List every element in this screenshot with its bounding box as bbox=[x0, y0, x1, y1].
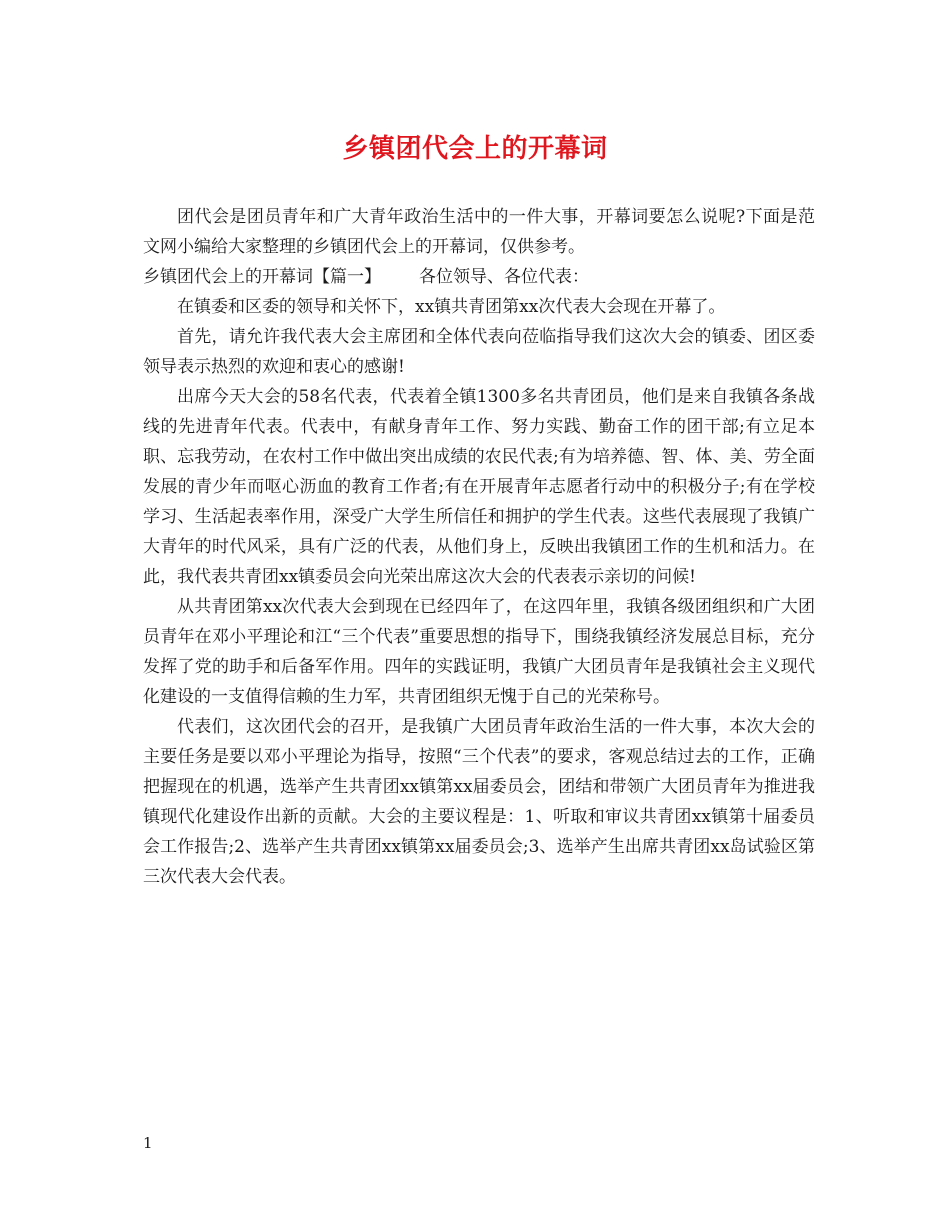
intro-paragraph: 团代会是团员青年和广大青年政治生活中的一件大事，开幕词要怎么说呢?下面是范文网小编给大家整理的乡镇团代会上的开幕词，仅供参考。 bbox=[143, 207, 815, 257]
body-paragraph: 在镇委和区委的领导和关怀下，xx镇共青团第xx次代表大会现在开幕了。 bbox=[177, 297, 726, 317]
document-title: 乡镇团代会上的开幕词 bbox=[342, 134, 608, 164]
page-number: 1 bbox=[143, 1134, 153, 1152]
document-body bbox=[143, 202, 815, 892]
body-paragraph: 首先，请允许我代表大会主席团和全体代表向莅临指导我们这次大会的镇委、团区委领导表示热烈的欢迎和衷心的感谢! bbox=[143, 327, 815, 377]
salutation: 各位领导、各位代表： bbox=[419, 267, 589, 287]
body-paragraph: 代表们，这次团代会的召开，是我镇广大团员青年政治生活的一件大事，本次大会的主要任务是要以邓小平理论为指导，按照“三个代表”的要求，客观总结过去的工作，正确把握现在的机遇，选举产生共青团xx镇第xx届委员会，团结和带领广大团员青年为推进我镇现代化建设作出新的贡献。大会的主要议程是：1、听取和审议共青团xx镇第十届委员会工作报告;2、选举产生共青团xx镇第xx届委员会;3、选举产生出席共青团xx岛试验区第三次代表大会代表。 bbox=[143, 717, 815, 887]
body-paragraph: 从共青团第xx次代表大会到现在已经四年了，在这四年里，我镇各级团组织和广大团员青年在邓小平理论和江“三个代表”重要思想的指导下，围绕我镇经济发展总目标，充分发挥了党的助手和后备军作用。四年的实践证明，我镇广大团员青年是我镇社会主义现代化建设的一支值得信赖的生力军，共青团组织无愧于自己的光荣称号。 bbox=[143, 597, 815, 707]
section-heading-line bbox=[143, 262, 815, 292]
body-paragraph: 出席今天大会的58名代表，代表着全镇1300多名共青团员，他们是来自我镇各条战线的先进青年代表。代表中，有献身青年工作、努力实践、勤奋工作的团干部;有立足本职、忘我劳动，在农村工作中做出突出成绩的农民代表;有为培养德、智、体、美、劳全面发展的青少年而呕心沥血的教育工作者;有在开展青年志愿者行动中的积极分子;有在学校学习、生活起表率作用，深受广大学生所信任和拥护的学生代表。这些代表展现了我镇广大青年的时代风采，具有广泛的代表，从他们身上，反映出我镇团工作的生机和活力。在此，我代表共青团xx镇委员会向光荣出席这次大会的代表表示亲切的问候! bbox=[143, 387, 815, 587]
section-heading: 乡镇团代会上的开幕词【篇一】 bbox=[143, 267, 381, 287]
